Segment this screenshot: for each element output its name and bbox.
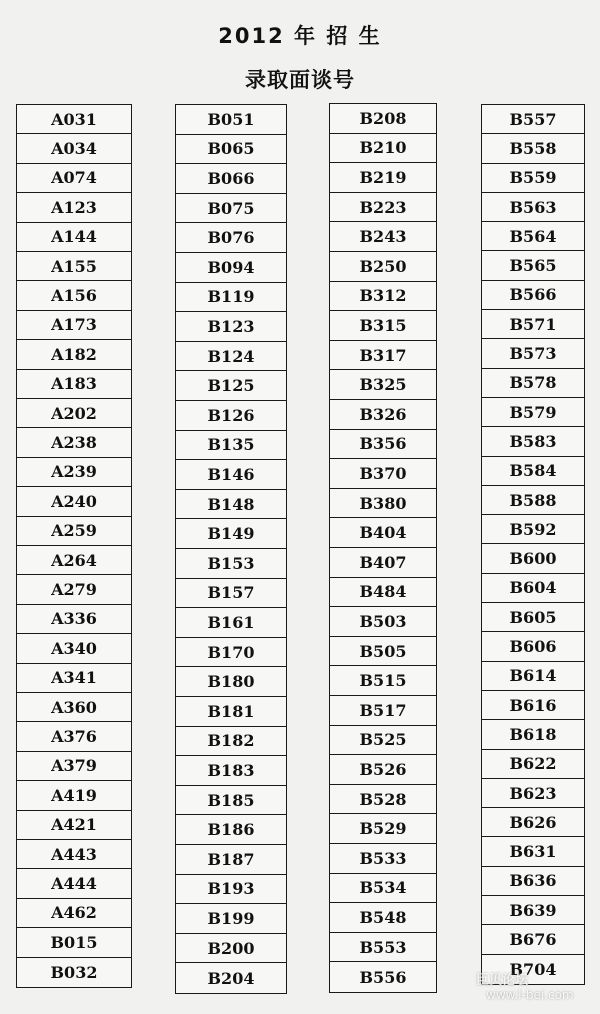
code-cell: B583 bbox=[482, 427, 584, 456]
code-cell: B528 bbox=[330, 785, 436, 815]
code-cell: B185 bbox=[176, 786, 286, 816]
code-cell: A183 bbox=[17, 370, 131, 399]
code-cell: A238 bbox=[17, 428, 131, 457]
code-cell: B125 bbox=[176, 371, 286, 401]
code-cell: B076 bbox=[176, 223, 286, 253]
code-cell: B032 bbox=[50, 962, 98, 982]
code-cell: B124 bbox=[176, 342, 286, 372]
code-cell: A239 bbox=[17, 458, 131, 487]
code-cell: B578 bbox=[482, 369, 584, 398]
code-cell: B484 bbox=[330, 578, 436, 608]
code-column-1 bbox=[16, 104, 132, 988]
code-cell: B170 bbox=[176, 638, 286, 668]
code-cell: B623 bbox=[482, 779, 584, 808]
code-cell: B182 bbox=[176, 727, 286, 757]
code-cell: B161 bbox=[176, 608, 286, 638]
code-cell: B193 bbox=[176, 875, 286, 905]
code-cell: B505 bbox=[330, 637, 436, 667]
code-cell: B515 bbox=[330, 666, 436, 696]
code-cell: B526 bbox=[330, 755, 436, 785]
code-cell: B123 bbox=[176, 312, 286, 342]
code-cell: B600 bbox=[482, 545, 584, 574]
code-cell: B557 bbox=[482, 105, 584, 134]
code-cell: B517 bbox=[330, 696, 436, 726]
code-cell: B636 bbox=[482, 867, 584, 896]
code-cell: B075 bbox=[176, 194, 286, 224]
code-cell: B503 bbox=[330, 607, 436, 637]
code-cell: B614 bbox=[482, 662, 584, 691]
code-cell: B534 bbox=[330, 874, 436, 904]
code-cell: B604 bbox=[482, 574, 584, 603]
code-cell: A123 bbox=[17, 193, 131, 222]
code-cell: B639 bbox=[482, 896, 584, 925]
code-cell: B370 bbox=[330, 459, 436, 489]
code-cell: B404 bbox=[330, 518, 436, 548]
code-cell: B180 bbox=[176, 667, 286, 697]
code-cell: A462 bbox=[17, 899, 131, 928]
code-cell: B571 bbox=[482, 310, 584, 339]
code-cell: A074 bbox=[17, 164, 131, 193]
code-cell: B223 bbox=[330, 193, 436, 223]
code-cell: B315 bbox=[330, 311, 436, 341]
code-cell: B199 bbox=[176, 904, 286, 934]
code-cell: B186 bbox=[176, 815, 286, 845]
page-subtitle: 录取面谈号 bbox=[245, 68, 355, 92]
code-cell: B356 bbox=[330, 430, 436, 460]
code-cell: A444 bbox=[17, 869, 131, 898]
code-cell: B584 bbox=[482, 457, 584, 486]
code-cell: B157 bbox=[176, 579, 286, 609]
code-cell: B326 bbox=[330, 400, 436, 430]
watermark-url: www.l-bei.com bbox=[486, 988, 574, 1002]
code-column-3 bbox=[329, 103, 437, 993]
code-column-4 bbox=[481, 104, 585, 985]
code-cell: B559 bbox=[482, 164, 584, 193]
code-cell: B135 bbox=[176, 431, 286, 461]
code-cell: A379 bbox=[17, 752, 131, 781]
code-cell: B380 bbox=[330, 489, 436, 519]
code-cell: B676 bbox=[482, 925, 584, 954]
code-cell: B704 bbox=[509, 959, 557, 979]
code-cell: B556 bbox=[359, 967, 407, 987]
code-cell: A421 bbox=[17, 811, 131, 840]
code-cell: B119 bbox=[176, 283, 286, 313]
code-cell: B219 bbox=[330, 163, 436, 193]
code-cell: B181 bbox=[176, 697, 286, 727]
code-cell: B204 bbox=[207, 968, 255, 988]
code-cell: A156 bbox=[17, 281, 131, 310]
code-cell: A279 bbox=[17, 575, 131, 604]
page-title: 2012 年 招 生 bbox=[218, 24, 382, 48]
code-cell: B066 bbox=[176, 164, 286, 194]
code-cell: A336 bbox=[17, 605, 131, 634]
code-cell: B631 bbox=[482, 838, 584, 867]
code-cell: B592 bbox=[482, 515, 584, 544]
code-cell: B210 bbox=[330, 134, 436, 164]
code-cell: B183 bbox=[176, 756, 286, 786]
code-cell: B618 bbox=[482, 720, 584, 749]
code-cell: B564 bbox=[482, 222, 584, 251]
code-cell: A341 bbox=[17, 664, 131, 693]
code-cell: B200 bbox=[176, 934, 286, 964]
code-cell: B525 bbox=[330, 726, 436, 756]
code-cell: B553 bbox=[330, 933, 436, 963]
code-cell: B250 bbox=[330, 252, 436, 282]
code-cell: A443 bbox=[17, 840, 131, 869]
code-cell: A259 bbox=[17, 517, 131, 546]
code-cell: B588 bbox=[482, 486, 584, 515]
code-cell: A034 bbox=[17, 134, 131, 163]
code-column-2 bbox=[175, 104, 287, 994]
code-cell: B325 bbox=[330, 370, 436, 400]
code-cell: B565 bbox=[482, 252, 584, 281]
code-cell: B317 bbox=[330, 341, 436, 371]
code-cell: B243 bbox=[330, 222, 436, 252]
code-cell: A182 bbox=[17, 340, 131, 369]
code-cell: B065 bbox=[176, 135, 286, 165]
code-cell: B126 bbox=[176, 401, 286, 431]
code-cell: B606 bbox=[482, 632, 584, 661]
code-cell: B148 bbox=[176, 490, 286, 520]
code-cell: B407 bbox=[330, 548, 436, 578]
code-cell: B529 bbox=[330, 814, 436, 844]
code-cell: B312 bbox=[330, 282, 436, 312]
code-cell: A264 bbox=[17, 546, 131, 575]
code-cell: B146 bbox=[176, 460, 286, 490]
code-cell: A031 bbox=[17, 105, 131, 134]
code-cell: B622 bbox=[482, 750, 584, 779]
code-cell: B187 bbox=[176, 845, 286, 875]
code-cell: B015 bbox=[17, 928, 131, 957]
watermark bbox=[470, 974, 600, 1014]
code-cell: B563 bbox=[482, 193, 584, 222]
code-cell: B533 bbox=[330, 844, 436, 874]
code-cell: A360 bbox=[17, 693, 131, 722]
code-cell: B573 bbox=[482, 339, 584, 368]
code-cell: B548 bbox=[330, 903, 436, 933]
code-cell: B208 bbox=[330, 104, 436, 134]
code-cell: B149 bbox=[176, 519, 286, 549]
code-cell: B566 bbox=[482, 281, 584, 310]
code-cell: A376 bbox=[17, 722, 131, 751]
code-cell: A144 bbox=[17, 223, 131, 252]
code-cell: B605 bbox=[482, 603, 584, 632]
code-cell: B579 bbox=[482, 398, 584, 427]
code-cell: B558 bbox=[482, 134, 584, 163]
code-cell: A155 bbox=[17, 252, 131, 281]
code-cell: B626 bbox=[482, 808, 584, 837]
code-cell: B153 bbox=[176, 549, 286, 579]
code-cell: B616 bbox=[482, 691, 584, 720]
code-cell: A340 bbox=[17, 634, 131, 663]
watermark-logo: 巨贝论坛 bbox=[476, 973, 529, 988]
code-cell: A240 bbox=[17, 487, 131, 516]
code-cell: A202 bbox=[17, 399, 131, 428]
code-cell: A419 bbox=[17, 781, 131, 810]
code-cell: B094 bbox=[176, 253, 286, 283]
code-cell: A173 bbox=[17, 311, 131, 340]
code-cell: B051 bbox=[176, 105, 286, 135]
